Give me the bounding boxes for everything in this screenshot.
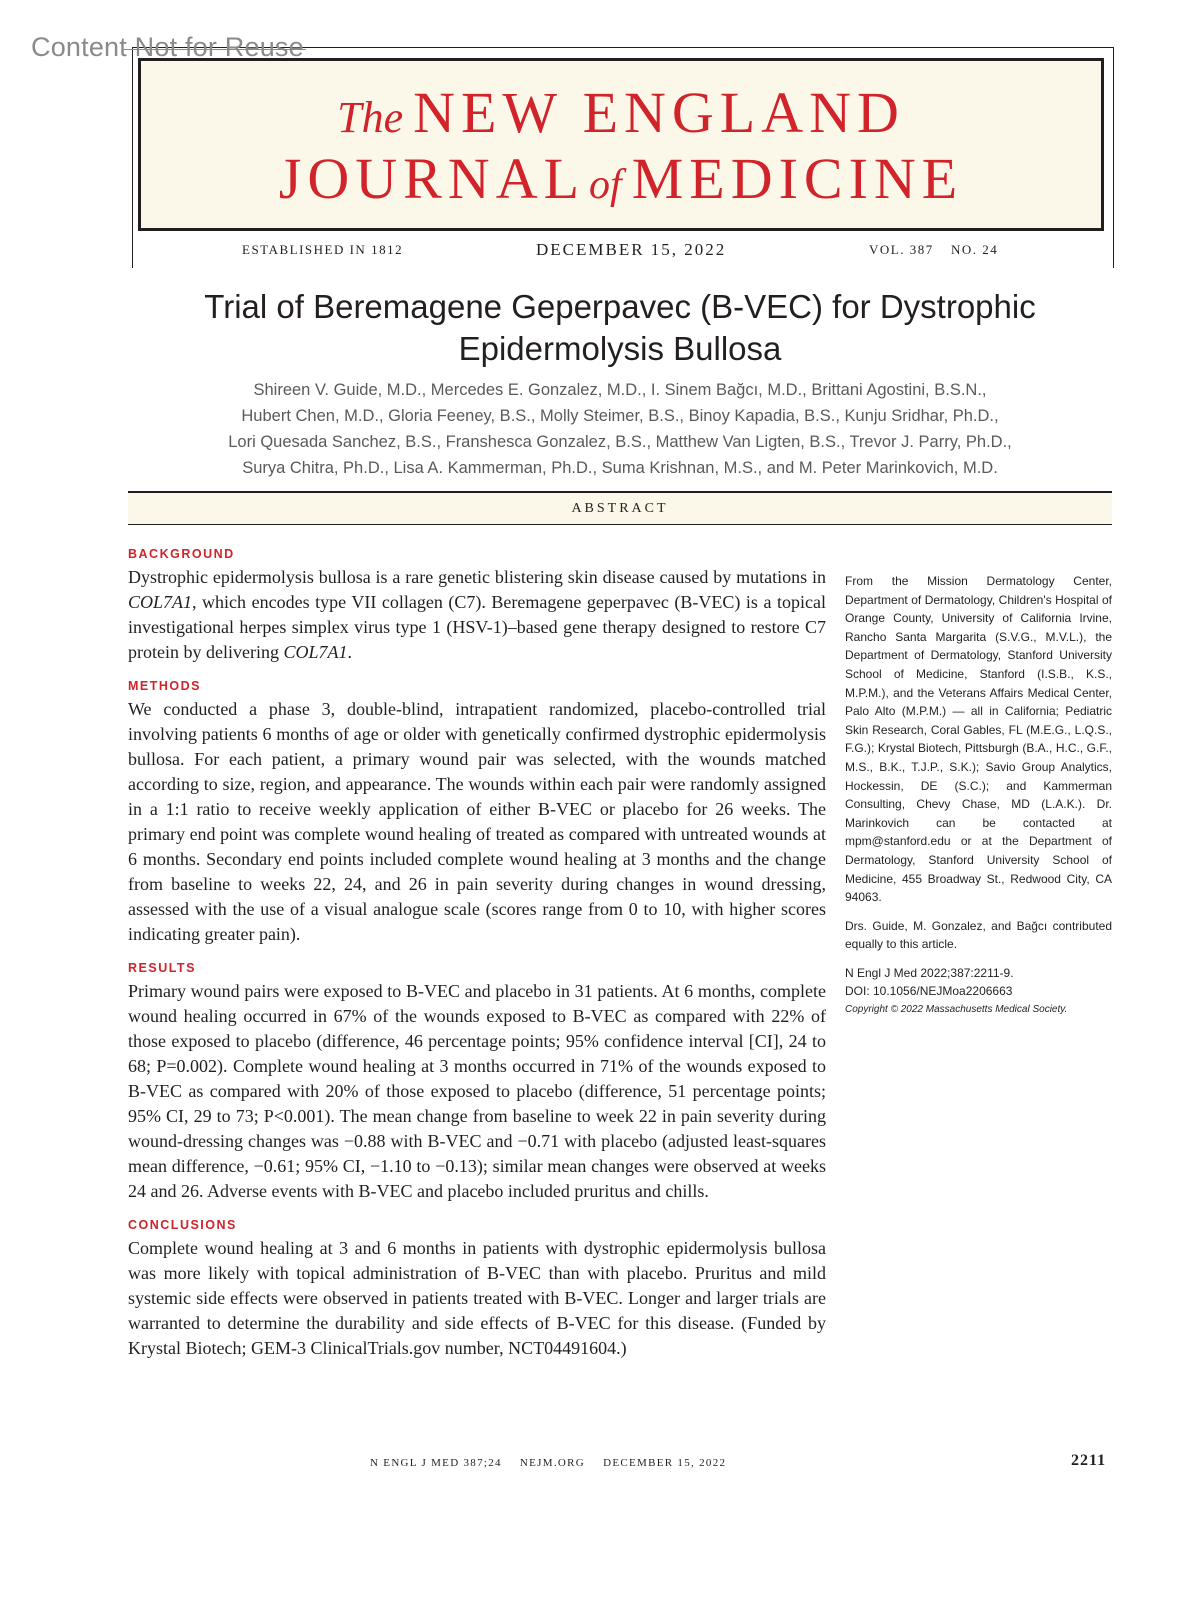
masthead-journal: JOURNAL [278, 146, 586, 211]
masthead-new-england: NEW ENGLAND [413, 80, 905, 145]
author-line: Lori Quesada Sanchez, B.S., Franshesca Gonzalez, B.S., Matthew Van Ligten, B.S., Trevor J. Parry, Ph.D., [228, 433, 1012, 451]
page-footer [370, 1457, 740, 1469]
doi: DOI: 10.1056/NEJMoa2206663 [845, 984, 1013, 999]
masthead-line-1 [141, 80, 1101, 148]
abstract-band [128, 491, 1112, 525]
issue-number: NO. 24 [951, 242, 999, 257]
section-heading-results: RESULTS [128, 961, 196, 975]
watermark-strike [123, 49, 306, 50]
article-title: Trial of Beremagene Geperpavec (B-VEC) for Dystrophic Epidermolysis Bullosa [204, 288, 1036, 367]
section-text-methods: We conducted a phase 3, double-blind, intrapatient randomized, placebo-controlled trial involving patients 6 months of age or older with genetically confirmed dystrophic epidermolysis bullosa. For each patient, a primary wound pair was selected, with the wounds matched according to size, region, and appearance. The wounds within each pair were randomly assigned in a 1:1 ratio to receive weekly application of either B-VEC or placebo for 26 weeks. The primary end point was complete wound healing of treated as compared with untreated wounds at 6 months. Secondary end points included complete wound healing at 3 months and the change from baseline to weeks 22, 24, and 26 in pain severity during changes in wound dressing, assessed with the use of a visual analogue scale (scores range from 0 to 10, with higher scores indicating greater pain). [128, 699, 826, 944]
section-heading-background: BACKGROUND [128, 547, 235, 561]
page-number: 2211 [1071, 1452, 1107, 1469]
citation: N Engl J Med 2022;387:2211-9. [845, 965, 1014, 980]
footer-journal: N ENGL J MED 387;24 [370, 1457, 502, 1469]
sidebar-notes [845, 572, 1112, 1020]
watermark-text: Content Not for Reuse [31, 32, 304, 62]
affiliation-note: From the Mission Dermatology Center, Department of Dermatology, Children's Hospital of Orange County, University of California Irvine, Rancho Santa Margarita (S.V.G., M.V.L.), the Department of Dermatology, Stanford University School of Medicine, Stanford (I.S.B., K.S., M.P.M.), and the Veterans Affairs Medical Center, Palo Alto (M.P.M.) — all in California; Pediatric Skin Research, Coral Gables, FL (M.E.G., L.Q.S., F.G.); Krystal Biotech, Pittsburgh (B.A., H.C., G.F., M.S., B.K., T.J.P., S.K.); Savio Group Analytics, Hockessin, DE (S.C.); and Kammerman Consulting, Chevy Chase, MD (L.A.K.). Dr. Marinkovich can be contacted at mpm@stanford.edu or at the Department of Dermatology, Stanford University School of Medicine, 455 Broadway St., Redwood City, CA 94063. [845, 574, 1112, 905]
section-heading-conclusions: CONCLUSIONS [128, 1218, 237, 1232]
section-heading-methods: METHODS [128, 679, 201, 693]
established-line: ESTABLISHED IN 1812 [242, 242, 404, 257]
masthead [138, 58, 1104, 231]
section-text-results: Primary wound pairs were exposed to B-VEC and placebo in 31 patients. At 6 months, complete wound healing occurred in 67% of the wounds exposed to B-VEC as compared with 22% of those exposed to placebo (difference, 46 percentage points; 95% confidence interval [CI], 24 to 68; P=0.002). Complete wound healing at 3 months occurred in 71% of the wounds exposed to B-VEC as compared with 20% of those exposed to placebo (difference, 51 percentage points; 95% CI, 29 to 73; P<0.001). The mean change from baseline to week 22 in pain severity during wound-dressing changes was −0.88 with B-VEC and −0.71 with placebo (adjusted least-squares mean difference, −0.61; 95% CI, −1.10 to −0.13); similar mean changes were observed at weeks 24 and 26. Adverse events with B-VEC and placebo included pruritus and chills. [128, 981, 826, 1201]
masthead-medicine: MEDICINE [631, 146, 964, 211]
section-text-conclusions: Complete wound healing at 3 and 6 months in patients with dystrophic epidermolysis bullosa was more likely with topical administration of B-VEC than with placebo. Pruritus and mild systemic side effects were observed in patients treated with B-VEC. Longer and larger trials are warranted to determine the durability and side effects of B-VEC for this disease. (Funded by Krystal Biotech; GEM-3 ClinicalTrials.gov number, NCT04491604.) [128, 1238, 826, 1358]
author-line: Shireen V. Guide, M.D., Mercedes E. Gonzalez, M.D., I. Sinem Bağcı, M.D., Brittani Agostini, B.S.N., [253, 381, 987, 399]
volume-number: VOL. 387 [869, 242, 934, 257]
abstract-label: ABSTRACT [571, 501, 669, 516]
issue-date: DECEMBER 15, 2022 [536, 240, 727, 259]
author-line: Hubert Chen, M.D., Gloria Feeney, B.S., Molly Steimer, B.S., Binoy Kapadia, B.S., Kunju Sridhar, Ph.D., [241, 407, 999, 425]
equal-contribution-note: Drs. Guide, M. Gonzalez, and Bağcı contributed equally to this article. [845, 918, 1112, 952]
author-line: Surya Chitra, Ph.D., Lisa A. Kammerman, Ph.D., Suma Krishnan, M.S., and M. Peter Marinkovich, M.D. [242, 459, 998, 477]
author-list [140, 377, 1100, 481]
copyright: Copyright © 2022 Massachusetts Medical Society. [845, 1004, 1068, 1016]
section-text-background: Dystrophic epidermolysis bullosa is a rare genetic blistering skin disease caused by mutations in COL7A1, which encodes type VII collagen (C7). Beremagene geperpavec (B-VEC) is a topical investigational herpes simplex virus type 1 (HSV-1)–based gene therapy designed to restore C7 protein by delivering COL7A1. [128, 567, 826, 662]
masthead-of: of [589, 162, 622, 208]
masthead-the: The [337, 93, 404, 142]
footer-date: DECEMBER 15, 2022 [603, 1457, 727, 1469]
abstract-body [128, 547, 826, 1375]
masthead-line-2 [141, 146, 1101, 215]
watermark [31, 32, 304, 63]
footer-site: NEJM.ORG [519, 1457, 586, 1469]
